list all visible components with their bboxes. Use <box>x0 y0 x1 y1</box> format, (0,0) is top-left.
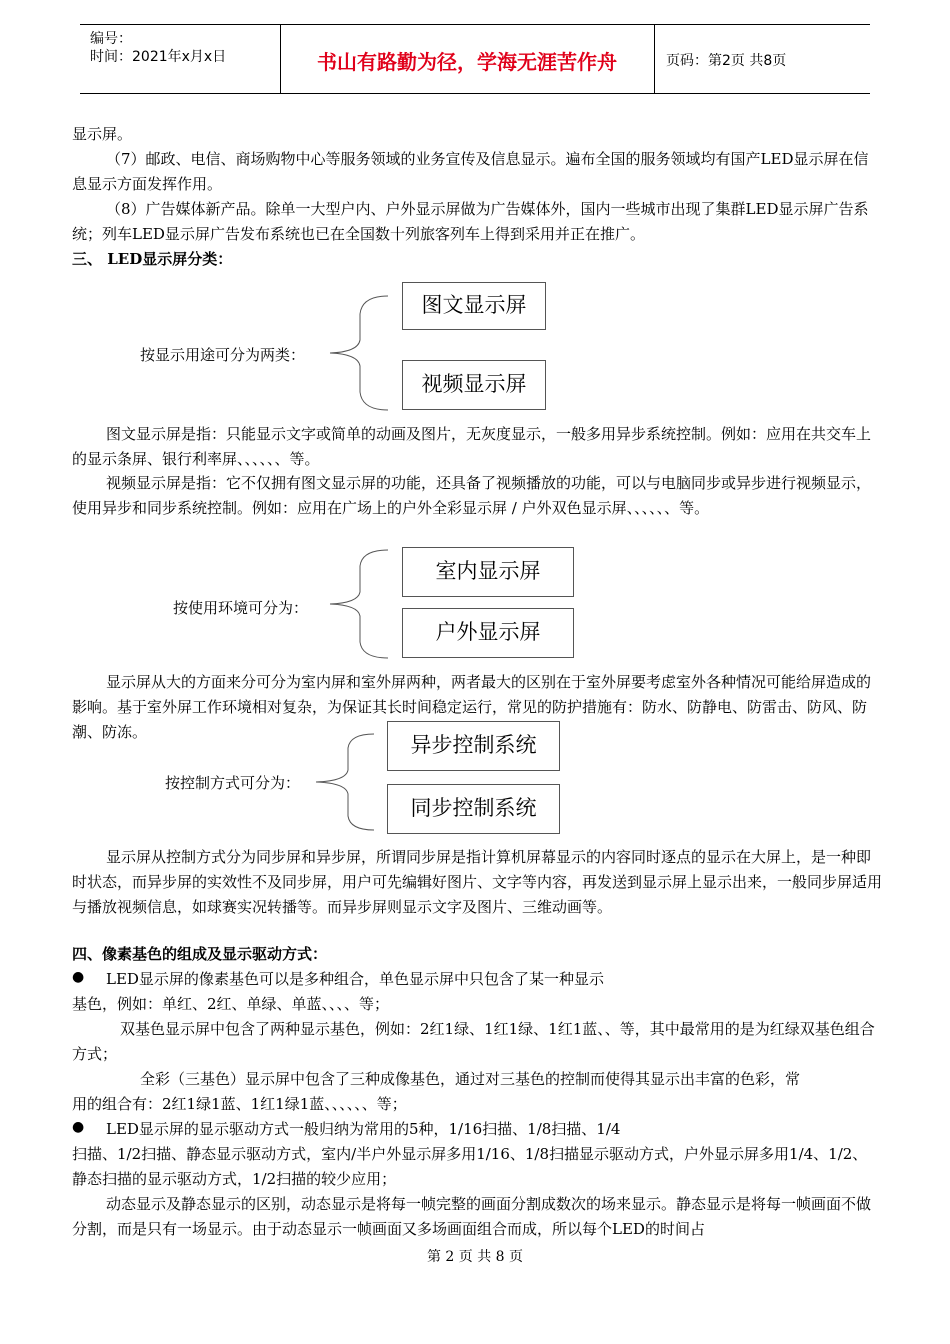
paragraph: LED显示屏的像素基色可以是多种组合，单色显示屏中只包含了某一种显示 <box>106 970 604 988</box>
header-page-info: 页码：第2页 共8页 <box>666 53 787 69</box>
diagram-label: 按显示用途可分为两类： <box>140 346 306 364</box>
option-box: 室内显示屏 <box>402 547 574 597</box>
option-box: 户外显示屏 <box>402 608 574 658</box>
paragraph: 基色，例如：单红、2红、单绿、单蓝、、、、等； <box>72 995 390 1013</box>
option-box: 视频显示屏 <box>402 360 546 410</box>
paragraph: 扫描、1/2扫描、静态显示驱动方式，室内/半户外显示屏多用1/16、1/8扫描显示驱动方式，户外显示屏多用1/4、1/2、静态扫描的显示驱动方式，1/2扫描的较少应用； <box>72 1145 868 1188</box>
option-box: 异步控制系统 <box>387 721 560 771</box>
section-heading: 四、像素基色的组成及显示驱动方式： <box>72 945 328 963</box>
diagram-label: 按使用环境可分为： <box>173 599 309 617</box>
paragraph: 双基色显示屏中包含了两种显示基色，例如：2红1绿、1红1绿、1红1蓝、、等，其中最常用的是为红绿双基色组合方式； <box>72 1020 875 1063</box>
option-box: 图文显示屏 <box>402 282 546 330</box>
bullet-icon: ● <box>72 969 85 985</box>
brace-icon <box>312 730 392 834</box>
paragraph: 显示屏。 <box>72 125 133 143</box>
paragraph: 视频显示屏是指：它不仅拥有图文显示屏的功能，还具备了视频播放的功能，可以与电脑同步或异步进行视频显示，使用异步和同步系统控制。例如：应用在广场上的户外全彩显示屏 / 户外双色显示屏、、、、、、等。 <box>72 474 872 517</box>
brace-icon <box>326 292 406 414</box>
paragraph: （8）广告媒体新产品。除单一大型户内、户外显示屏做为广告媒体外，国内一些城市出现了集群LED显示屏广告系统；列车LED显示屏广告发布系统也已在全国数十列旅客列车上得到采用并正在推广。 <box>72 200 869 243</box>
header-divider <box>654 24 655 94</box>
header-motto: 书山有路勤为径，学海无涯苦作舟 <box>317 50 617 74</box>
section-heading: 三、 LED显示屏分类： <box>72 250 233 268</box>
page-footer: 第 2 页 共 8 页 <box>426 1249 524 1265</box>
paragraph: 图文显示屏是指：只能显示文字或简单的动画及图片，无灰度显示，一般多用异步系统控制。例如：应用在共交车上的显示条屏、银行利率屏、、、、、、等。 <box>72 425 872 468</box>
paragraph: 显示屏从控制方式分为同步屏和异步屏，所谓同步屏是指计算机屏幕显示的内容同时逐点的显示在大屏上，是一种即时状态，而异步屏的实效性不及同步屏，用户可先编辑好图片、文字等内容，再发送到显示屏上显示出来，一般同步屏适用与播放视频信息，如球赛实况转播等。而异步屏则显示文字及图片、三维动画等。 <box>72 848 883 916</box>
header-top-rule <box>80 24 870 25</box>
brace-icon <box>326 546 406 662</box>
header-meta <box>90 30 226 66</box>
paragraph: 动态显示及静态显示的区别，动态显示是将每一帧完整的画面分割成数次的场来显示。静态显示是将每一帧画面不做分割，而是只有一场显示。由于动态显示一帧画面又多场画面组合而成，所以每个LED的时间占 <box>72 1195 872 1238</box>
bullet-icon: ● <box>72 1119 85 1135</box>
paragraph: LED显示屏的显示驱动方式一般归纳为常用的5种，1/16扫描、1/8扫描、1/4 <box>106 1120 621 1138</box>
header-bottom-rule <box>80 93 870 94</box>
paragraph: 全彩（三基色）显示屏中包含了三种成像基色，通过对三基色的控制而使得其显示出丰富的色彩，常 <box>140 1070 801 1088</box>
page-header <box>80 24 870 94</box>
paragraph: 显示屏从大的方面来分可分为室内屏和室外屏两种，两者最大的区别在于室外屏要考虑室外各种情况可能给屏造成的影响。基于室外屏工作环境相对复杂，为保证其长时间稳定运行，常见的防护措施有：防水、防静电、防雷击、防风、防潮、防冻。 <box>72 673 872 741</box>
option-box: 同步控制系统 <box>387 784 560 834</box>
diagram-label: 按控制方式可分为： <box>165 774 301 792</box>
time-label: 时间：2021年x月x日 <box>90 49 227 65</box>
number-label: 编号： <box>90 31 132 47</box>
paragraph: （7）邮政、电信、商场购物中心等服务领域的业务宣传及信息显示。遍布全国的服务领域均有国产LED显示屏在信息显示方面发挥作用。 <box>72 150 869 193</box>
paragraph: 用的组合有：2红1绿1蓝、1红1绿1蓝、、、、、、等； <box>72 1095 407 1113</box>
